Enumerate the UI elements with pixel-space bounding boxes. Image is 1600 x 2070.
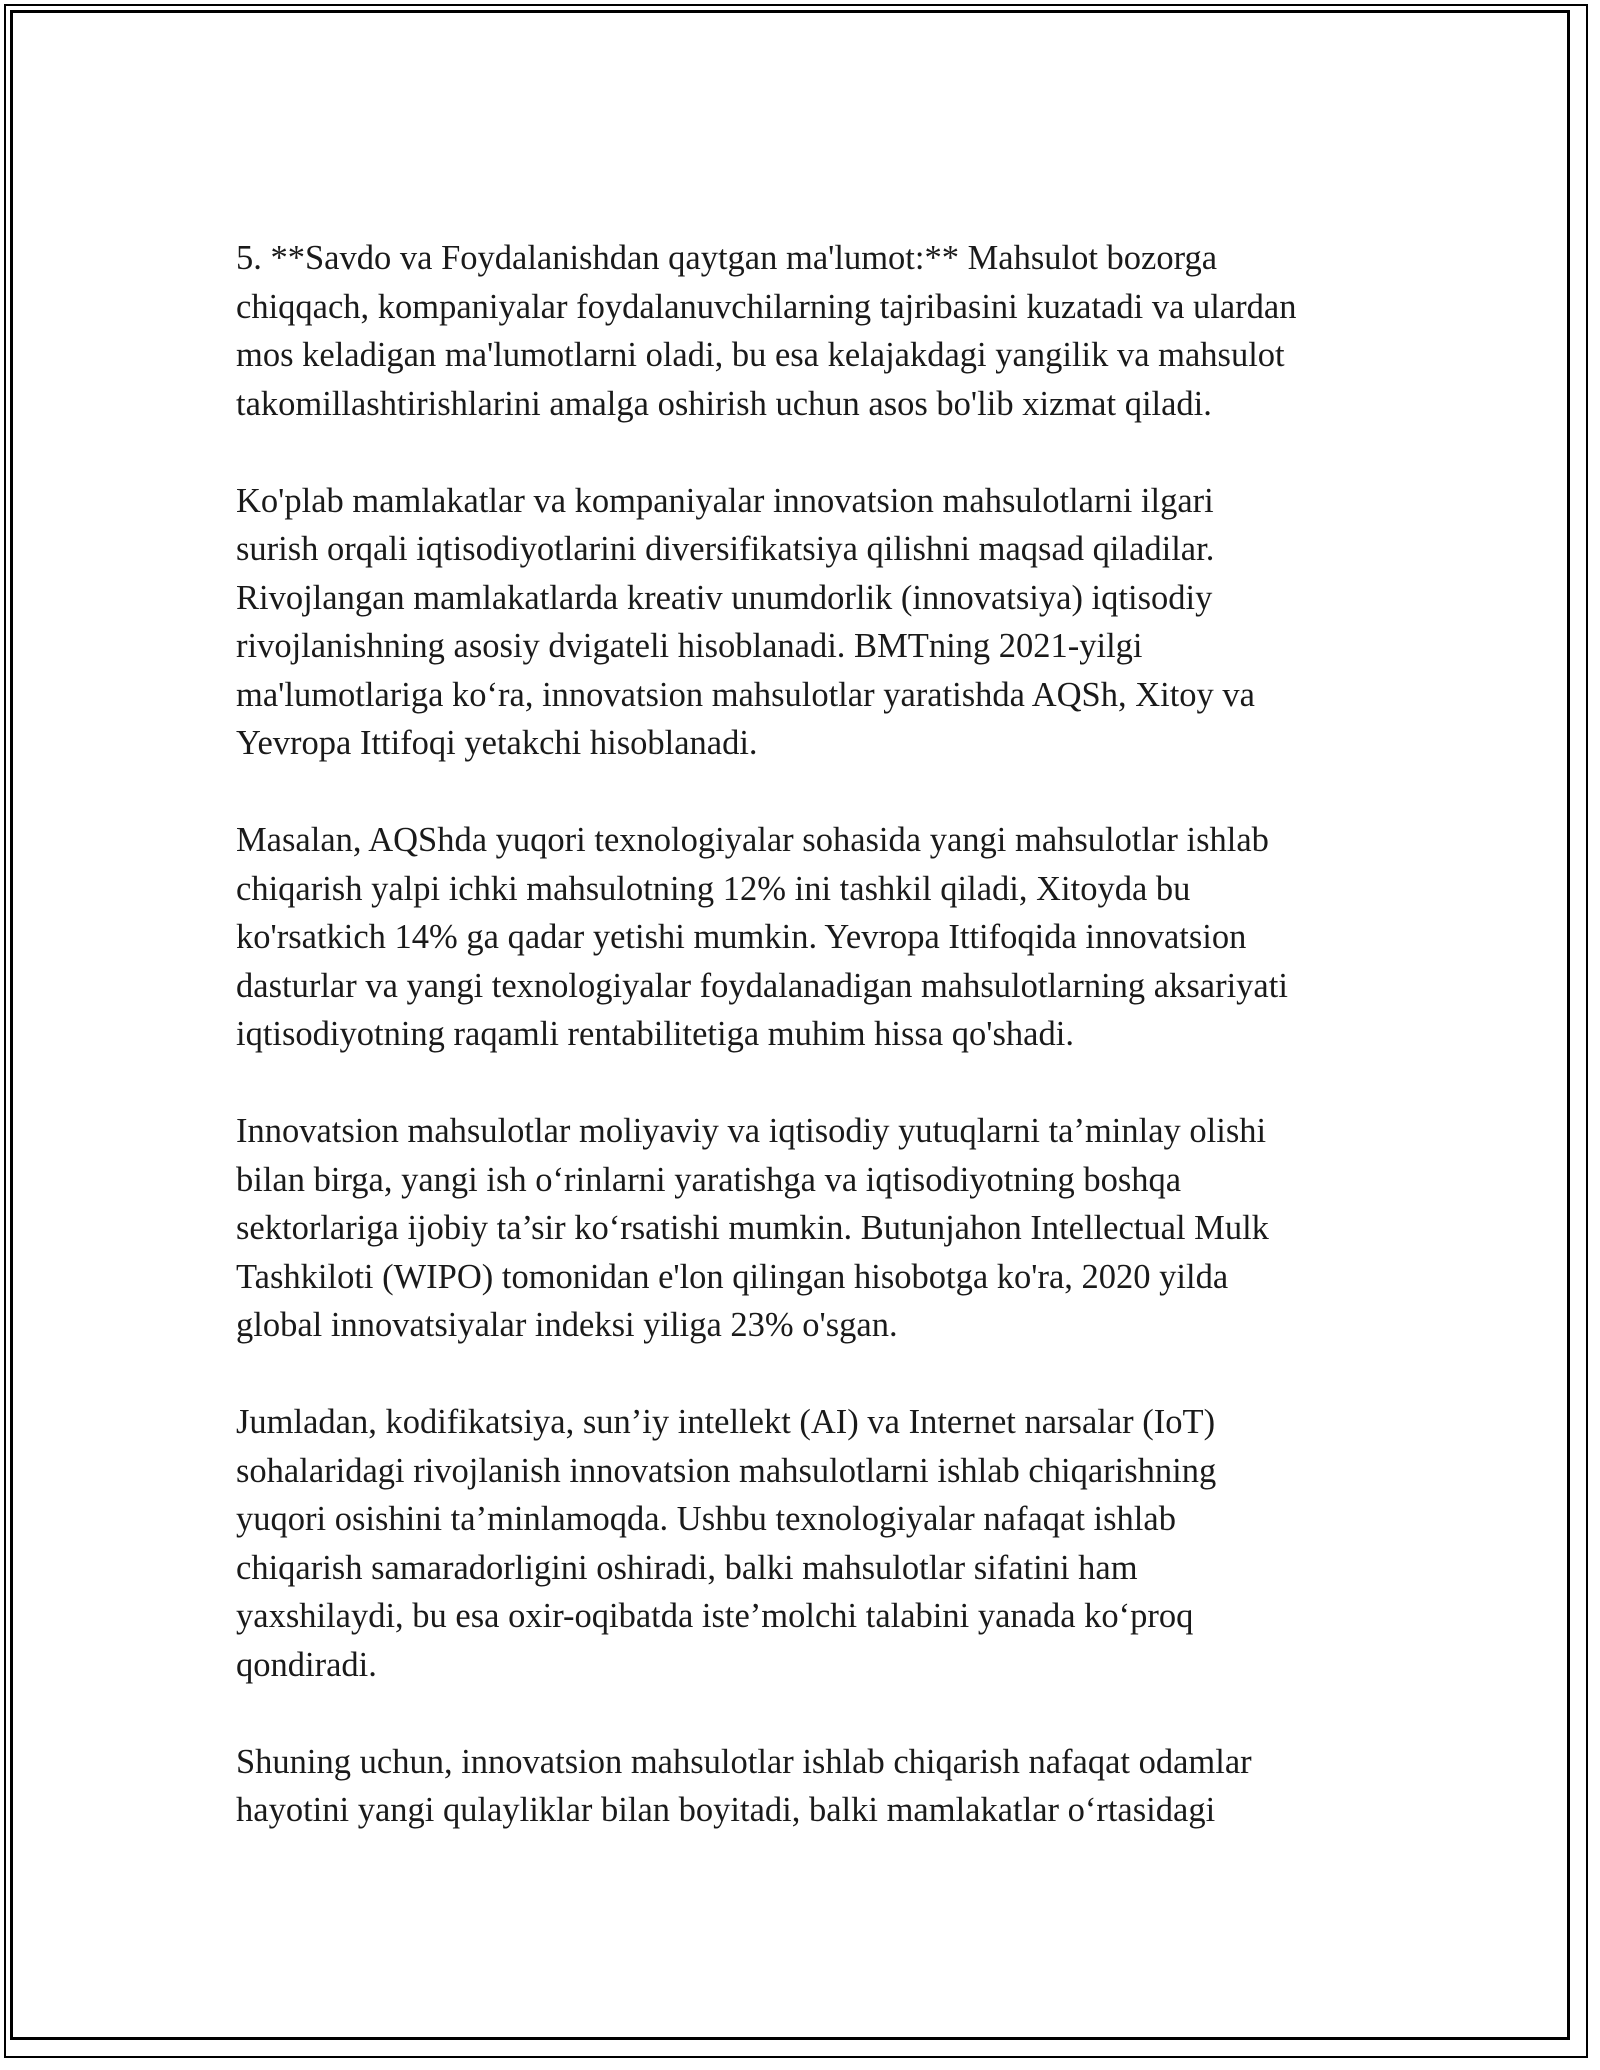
text-line: dasturlar va yangi texnologiyalar foydalanadigan mahsulotlarning aksariyati: [236, 966, 1288, 1005]
text-line: Masalan, AQShda yuqori texnologiyalar sohasida yangi mahsulotlar ishlab: [236, 821, 1269, 859]
paragraph-jumladan: [236, 1398, 1376, 1689]
text-line: qondiradi.: [236, 1645, 377, 1684]
text-line: surish orqali iqtisodiyotlarini diversifikatsiya qilishni maqsad qiladilar.: [236, 530, 1215, 568]
text-line: chiqarish samaradorligini oshiradi, balki mahsulotlar sifatini ham: [236, 1548, 1138, 1587]
text-line: bilan birga, yangi ish o‘rinlarni yaratishga va iqtisodiyotning boshqa: [236, 1160, 1182, 1199]
text-line: Tashkiloti (WIPO) tomonidan e'lon qilingan hisobotga ko'ra, 2020 yilda: [236, 1257, 1229, 1296]
paragraph-mamlakatlar: [236, 477, 1376, 768]
text-line: mos keladigan ma'lumotlarni oladi, bu esa kelajakdagi yangilik va mahsulot: [236, 336, 1285, 374]
text-line: Ko'plab mamlakatlar va kompaniyalar innovatsion mahsulotlarni ilgari: [236, 481, 1214, 520]
text-line: global innovatsiyalar indeksi yiliga 23% o'sgan.: [236, 1306, 898, 1344]
text-line: hayotini yangi qulayliklar bilan boyitadi, balki mamlakatlar o‘rtasidagi: [236, 1791, 1216, 1829]
paragraph-innovatsion: [236, 1107, 1376, 1350]
paragraph-savdo: [236, 234, 1376, 428]
paragraph-shuning: [236, 1738, 1376, 1835]
text-line: ma'lumotlariga ko‘ra, innovatsion mahsulotlar yaratishda AQSh, Xitoy va: [236, 675, 1255, 714]
text-line: Shuning uchun, innovatsion mahsulotlar ishlab chiqarish nafaqat odamlar: [236, 1742, 1252, 1781]
text-line: chiqqach, kompaniyalar foydalanuvchilarning tajribasini kuzatadi va ulardan: [236, 287, 1297, 326]
text-line: sohalaridagi rivojlanish innovatsion mahsulotlarni ishlab chiqarishning: [236, 1451, 1217, 1490]
text-line: sektorlariga ijobiy ta’sir ko‘rsatishi mumkin. Butunjahon Intellectual Mulk: [236, 1209, 1269, 1247]
paragraph-masalan: [236, 816, 1376, 1059]
text-line: ko'rsatkich 14% ga qadar yetishi mumkin. Yevropa Ittifoqida innovatsion: [236, 918, 1247, 956]
text-line: yaxshilaydi, bu esa oxir-oqibatda iste’molchi talabini yanada ko‘proq: [236, 1597, 1194, 1635]
text-line: iqtisodiyotning raqamli rentabilitetiga muhim hissa qo'shadi.: [236, 1015, 1074, 1053]
text-line: Jumladan, kodifikatsiya, sun’iy intellekt (AI) va Internet narsalar (IoT): [236, 1403, 1216, 1441]
text-line: rivojlanishning asosiy dvigateli hisoblanadi. BMTning 2021-yilgi: [236, 627, 1143, 665]
text-line: Yevropa Ittifoqi yetakchi hisoblanadi.: [236, 724, 758, 762]
text-line: takomillashtirishlarini amalga oshirish uchun asos bo'lib xizmat qiladi.: [236, 384, 1212, 423]
document-body: [236, 234, 1376, 1883]
text-line: Rivojlangan mamlakatlarda kreativ unumdorlik (innovatsiya) iqtisodiy: [236, 578, 1213, 617]
text-line: Innovatsion mahsulotlar moliyaviy va iqtisodiy yutuqlarni ta’minlay olishi: [236, 1112, 1267, 1150]
text-line: yuqori osishini ta’minlamoqda. Ushbu texnologiyalar nafaqat ishlab: [236, 1500, 1176, 1538]
text-line: 5. **Savdo va Foydalanishdan qaytgan ma'lumot:** Mahsulot bozorga: [236, 239, 1218, 277]
text-line: chiqarish yalpi ichki mahsulotning 12% ini tashkil qiladi, Xitoyda bu: [236, 869, 1191, 908]
